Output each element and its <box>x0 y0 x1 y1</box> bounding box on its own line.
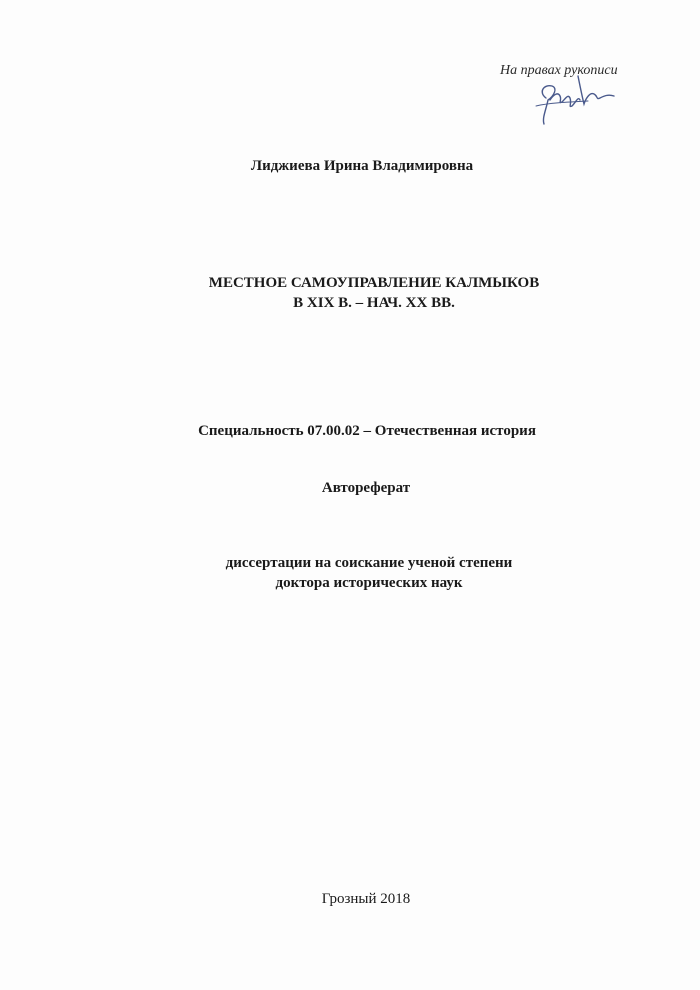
document-type: Автореферат <box>321 480 411 496</box>
degree-purpose-line-1: диссертации на соискание ученой степени <box>225 555 513 571</box>
dissertation-title-line-2: В XIX В. – НАЧ. XX ВВ. <box>293 295 455 311</box>
handwritten-signature <box>528 66 618 128</box>
specialty-line: Специальность 07.00.02 – Отечественная история <box>198 423 536 439</box>
degree-purpose-line-2: доктора исторических наук <box>275 575 463 591</box>
place-and-year: Грозный 2018 <box>321 891 411 907</box>
author-name: Лиджиева Ирина Владимировна <box>250 158 474 174</box>
manuscript-note: На правах рукописи <box>500 63 618 78</box>
dissertation-title-line-1: МЕСТНОЕ САМОУПРАВЛЕНИЕ КАЛМЫКОВ <box>208 275 540 291</box>
